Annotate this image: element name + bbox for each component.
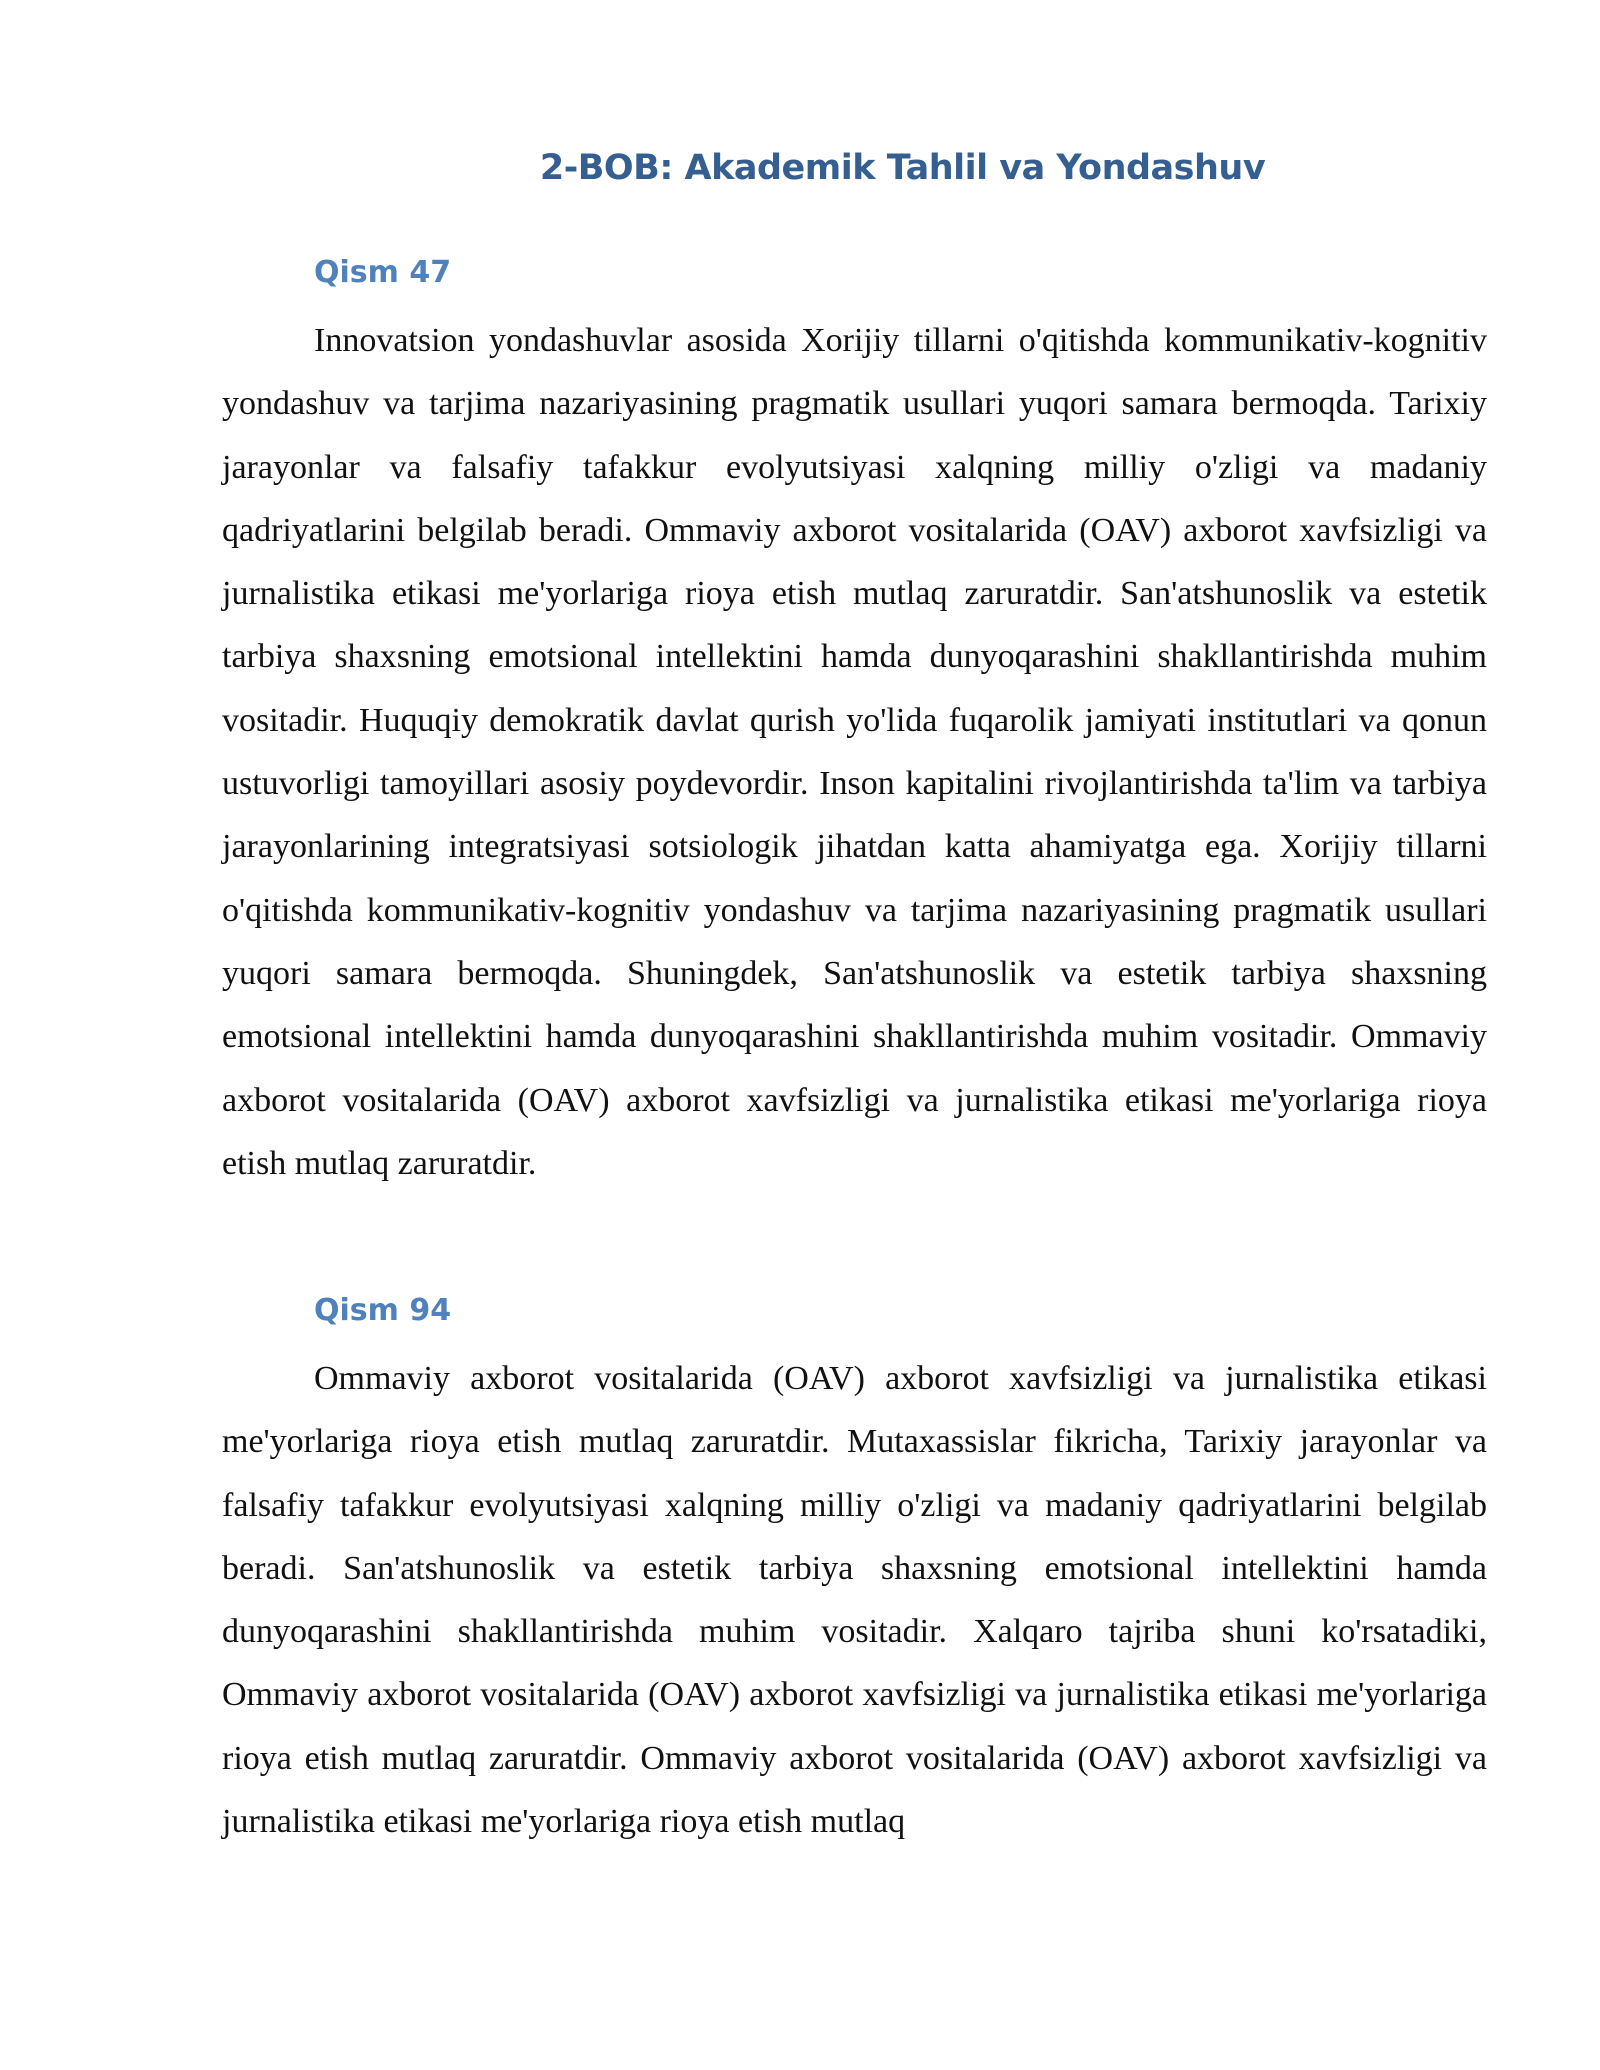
chapter-title: 2-BOB: Akademik Tahlil va Yondashuv — [539, 148, 1266, 188]
section-paragraph: Ommaviy axborot vositalarida (OAV) axborot xavfsizligi va jurnalistika etikasi me'yorlariga rioya etish mutlaq zaruratdir. Mutaxassislar fikricha, Tarixiy jarayonlar va falsafiy tafakkur evolyutsiyasi xalqning milliy o'zligi va madaniy qadriyatlarini belgilab beradi. San'atshunoslik va estetik tarbiya shaxsning emotsional intellektini hamda dunyoqarashini shakllantirishda muhim vositadir. Xalqaro tajriba shuni ko'rsatadiki, Ommaviy axborot vositalarida (OAV) axborot xavfsizligi va jurnalistika etikasi me'yorlariga rioya etish mutlaq zaruratdir. Ommaviy axborot vositalarida (OAV) axborot xavfsizligi va jurnalistika etikasi me'yorlariga rioya etish mutlaq — [222, 1360, 1487, 1841]
section-paragraph: Innovatsion yondashuvlar asosida Xorijiy tillarni o'qitishda kommunikativ-kognitiv yondashuv va tarjima nazariyasining pragmatik usullari yuqori samara bermoqda. Tarixiy jarayonlar va falsafiy tafakkur evolyutsiyasi xalqning milliy o'zligi va madaniy qadriyatlarini belgilab beradi. Ommaviy axborot vositalarida (OAV) axborot xavfsizligi va jurnalistika etikasi me'yorlariga rioya etish mutlaq zaruratdir. San'atshunoslik va estetik tarbiya shaxsning emotsional intellektini hamda dunyoqarashini shakllantirishda muhim vositadir. Huquqiy demokratik davlat qurish yo'lida fuqarolik jamiyati institutlari va qonun ustuvorligi tamoyillari asosiy poydevordir. Inson kapitalini rivojlantirishda ta'lim va tarbiya jarayonlarining integratsiyasi sotsiologik jihatdan katta ahamiyatga ega. Xorijiy tillarni o'qitishda kommunikativ-kognitiv yondashuv va tarjima nazariyasining pragmatik usullari yuqori samara bermoqda. Shuningdek, San'atshunoslik va estetik tarbiya shaxsning emotsional intellektini hamda dunyoqarashini shakllantirishda muhim vositadir. Ommaviy axborot vositalarida (OAV) axborot xavfsizligi va jurnalistika etikasi me'yorlariga rioya etish mutlaq zaruratdir. — [222, 322, 1487, 1182]
section-heading: Qism 47 — [314, 255, 452, 290]
section-heading: Qism 94 — [314, 1293, 452, 1328]
